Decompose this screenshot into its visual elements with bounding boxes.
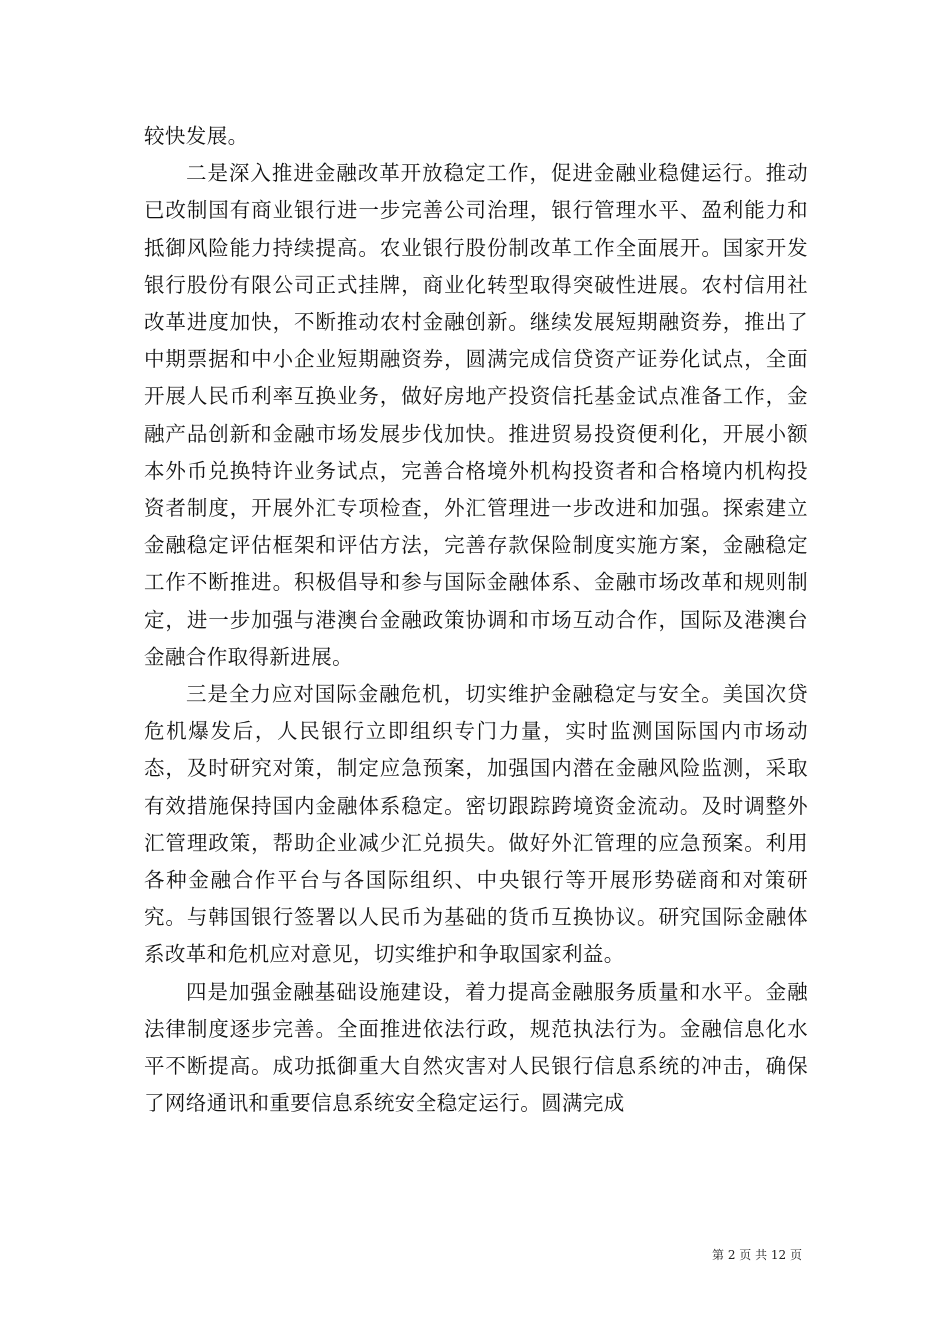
body-text [144,118,808,1122]
paragraph-1: 较快发展。 [144,124,249,148]
paragraph-4: 四是加强金融基础设施建设，着力提高金融服务质量和水平。金融法律制度逐步完善。全面推进依法行政，规范执法行为。金融信息化水平不断提高。成功抵御重大自然灾害对人民银行信息系统的冲击，确保了网络通讯和重要信息系统安全稳定运行。圆满完成 [144,979,808,1116]
paragraph-2: 二是深入推进金融改革开放稳定工作，促进金融业稳健运行。推动已改制国有商业银行进一步完善公司治理，银行管理水平、盈利能力和抵御风险能力持续提高。农业银行股份制改革工作全面展开。国家开发银行股份有限公司正式挂牌，商业化转型取得突破性进展。农村信用社改革进度加快，不断推动农村金融创新。继续发展短期融资券，推出了中期票据和中小企业短期融资券，圆满完成信贷资产证券化试点，全面开展人民币利率互换业务，做好房地产投资信托基金试点准备工作，金融产品创新和金融市场发展步伐加快。推进贸易投资便利化，开展小额本外币兑换特许业务试点，完善合格境外机构投资者和合格境内机构投资者制度，开展外汇专项检查，外汇管理进一步改进和加强。探索建立金融稳定评估框架和评估方法，完善存款保险制度实施方案，金融稳定工作不断推进。积极倡导和参与国际金融体系、金融市场改革和规则制定，进一步加强与港澳台金融政策协调和市场互动合作，国际及港澳台金融合作取得新进展。 [144,161,808,669]
paragraph-3: 三是全力应对国际金融危机，切实维护金融稳定与安全。美国次贷危机爆发后，人民银行立即组织专门力量，实时监测国际国内市场动态，及时研究对策，制定应急预案，加强国内潜在金融风险监测，采取有效措施保持国内金融体系稳定。密切跟踪跨境资金流动。及时调整外汇管理政策，帮助企业减少汇兑损失。做好外汇管理的应急预案。利用各种金融合作平台与各国际组织、中央银行等开展形势磋商和对策研究。与韩国银行签署以人民币为基础的货币互换协议。研究国际金融体系改革和危机应对意见，切实维护和争取国家利益。 [144,682,808,967]
page-footer: 第 2 页 共 12 页 [712,1248,802,1262]
